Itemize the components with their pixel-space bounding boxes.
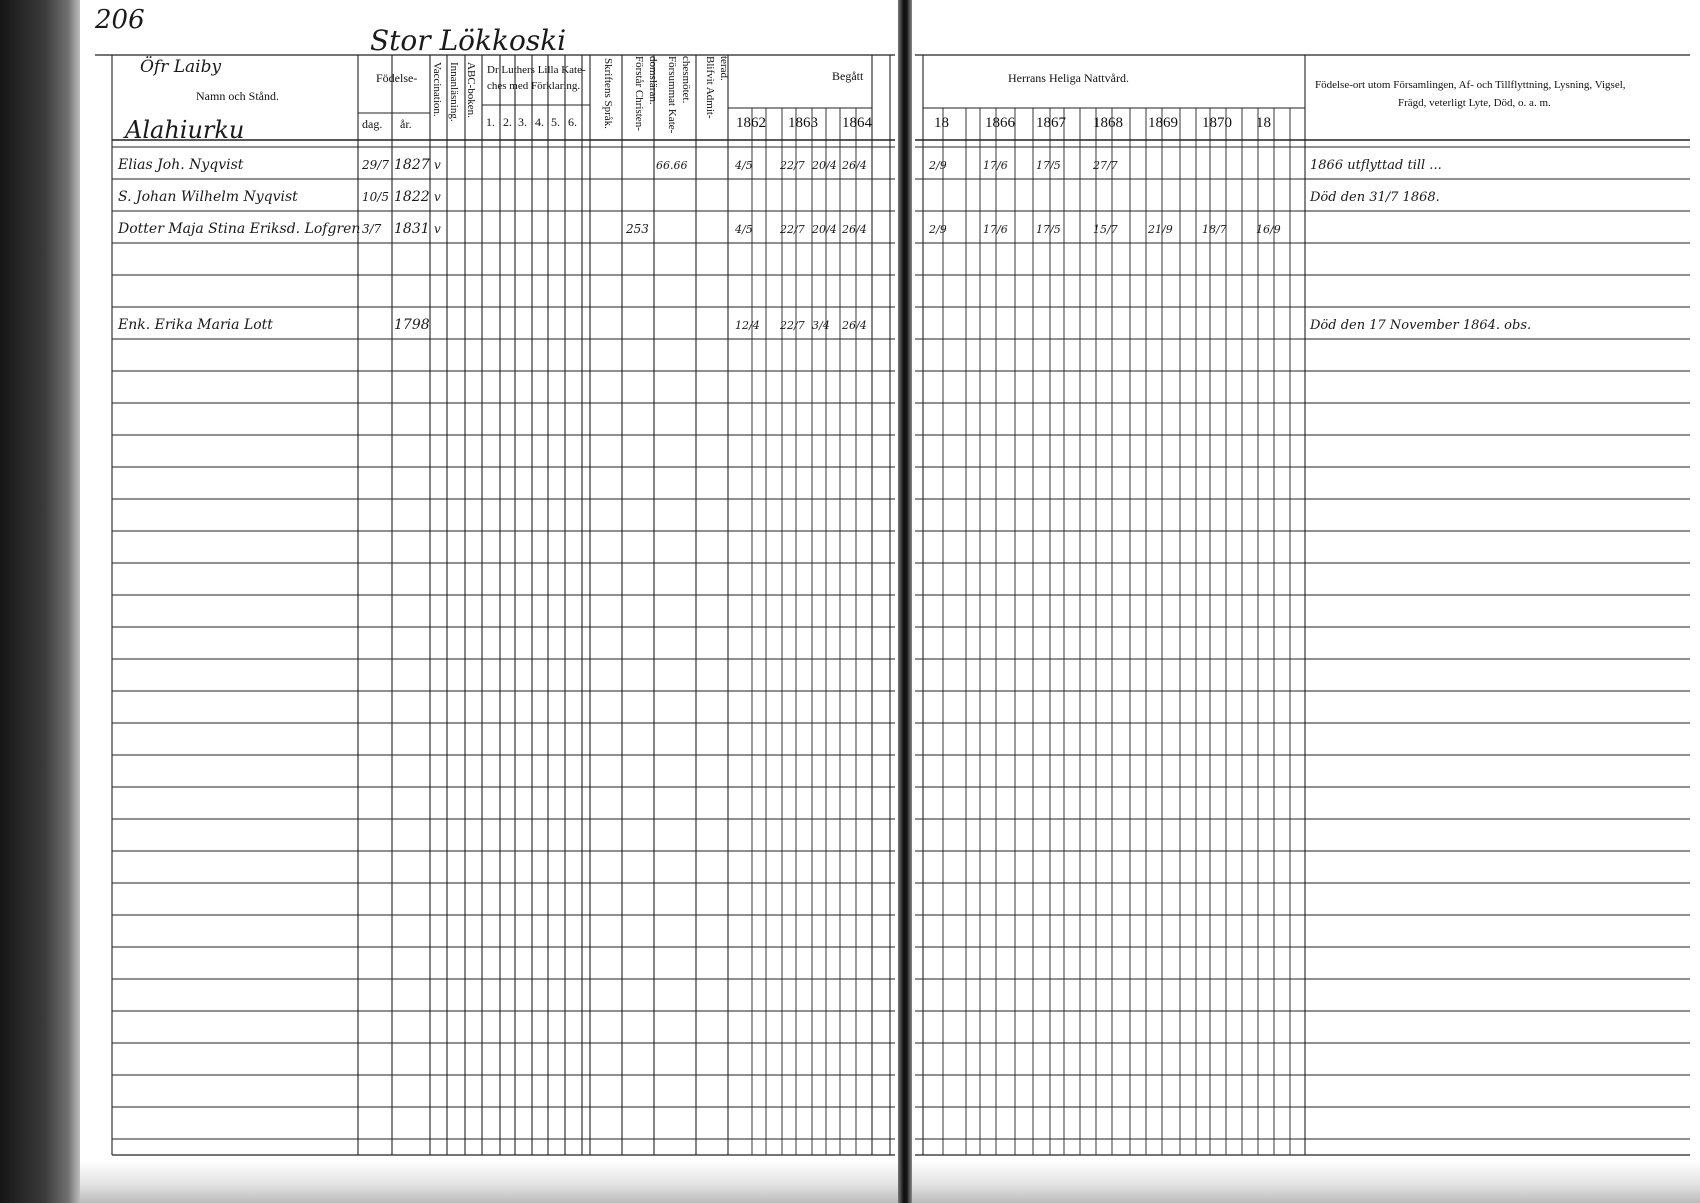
header-begatt: Begått xyxy=(832,69,864,83)
luther-part-2: 2. xyxy=(503,115,512,129)
entry-remark: 1866 utflyttad till ... xyxy=(1310,158,1442,173)
place-title: Stor Lökkoski xyxy=(370,24,567,57)
entry-nattvard-1: 2/9 xyxy=(929,223,947,236)
entry-begatt-2: 22/7 xyxy=(780,319,805,332)
book-gutter xyxy=(898,0,912,1203)
header-nattvard: Herrans Heliga Nattvård. xyxy=(1008,71,1129,85)
entry-nattvard-3: 17/5 xyxy=(1036,223,1061,236)
entry-nattvard-2: 17/6 xyxy=(983,223,1008,236)
entry-row xyxy=(117,317,1531,333)
header-birth-day: dag. xyxy=(362,117,383,131)
entry-begatt-1: 12/4 xyxy=(735,319,760,332)
header-skrift: Skriftens Språk. xyxy=(602,58,614,129)
header-name: Namn och Stånd. xyxy=(196,89,279,103)
entry-row xyxy=(117,157,1442,173)
entry-nattvard-1: 2/9 xyxy=(929,159,947,172)
entry-name: S. Johan Wilhelm Nyqvist xyxy=(118,189,298,205)
entry-birth-year: 1798 xyxy=(394,317,430,333)
year-right-4: 1868 xyxy=(1093,115,1123,131)
header-forsummat-2: chesmötet. xyxy=(680,56,692,104)
entry-birth-year: 1822 xyxy=(394,189,430,205)
entry-nattvard-2: 17/6 xyxy=(983,159,1008,172)
header-birth-year: år. xyxy=(400,117,412,131)
entry-vaccination: v xyxy=(434,190,441,204)
page-number: 206 xyxy=(95,5,145,35)
entry-forsummat: 66.66 xyxy=(656,159,688,172)
year-right-7: 18 xyxy=(1256,115,1271,131)
entry-nattvard-4: 15/7 xyxy=(1093,223,1118,236)
entry-name: Dotter Maja Stina Eriksd. Lofgren xyxy=(118,221,361,237)
entry-birth-day: 10/5 xyxy=(362,190,389,204)
entry-name: Enk. Erika Maria Lott xyxy=(118,317,273,333)
year-left-1: 1862 xyxy=(736,115,766,131)
year-left-2: 1863 xyxy=(788,115,818,131)
year-right-3: 1867 xyxy=(1036,115,1066,131)
entry-begatt-3: 20/4 xyxy=(812,223,837,236)
village-name: Öfr Laiby xyxy=(140,57,222,77)
entry-begatt-3: 3/4 xyxy=(812,319,830,332)
entry-row xyxy=(118,189,1440,205)
header-vaccination: Vaccination. xyxy=(431,62,443,117)
entry-begatt-2: 22/7 xyxy=(780,223,805,236)
entry-vaccination: v xyxy=(434,158,441,172)
luther-part-5: 5. xyxy=(551,115,560,129)
entry-name: Elias Joh. Nyqvist xyxy=(118,157,244,173)
entry-nattvard-7: 16/9 xyxy=(1256,223,1281,236)
entry-begatt-1: 4/5 xyxy=(735,159,753,172)
year-right-2: 1866 xyxy=(985,115,1015,131)
entry-birth-day: 29/7 xyxy=(362,158,389,172)
header-remarks-1: Födelse-ort utom Församlingen, Af- och Tillflyttning, Lysning, Vigsel, xyxy=(1315,79,1626,91)
header-admit-1: Blifvit Admit- xyxy=(704,56,716,119)
entry-forstar: 253 xyxy=(626,222,649,236)
entry-nattvard-6: 18/7 xyxy=(1202,223,1227,236)
header-luther-1: Dr Luthers Lilla Kate- xyxy=(487,64,586,76)
luther-part-3: 3. xyxy=(518,115,527,129)
entry-begatt-4: 26/4 xyxy=(842,223,867,236)
entry-birth-year: 1827 xyxy=(394,157,430,173)
year-right-5: 1869 xyxy=(1148,115,1178,131)
year-left-3: 1864 xyxy=(842,115,872,131)
entry-nattvard-5: 21/9 xyxy=(1148,223,1173,236)
luther-part-4: 4. xyxy=(535,115,544,129)
header-abc: ABC-boken. xyxy=(465,62,477,118)
entry-nattvard-3: 17/5 xyxy=(1036,159,1061,172)
luther-part-6: 6. xyxy=(568,115,577,129)
year-right-1: 18 xyxy=(934,115,949,131)
header-remarks-2: Frägd, veterligt Lyte, Död, o. a. m. xyxy=(1398,97,1551,109)
header-forsummat-1: Försummat Kate- xyxy=(666,56,678,134)
entry-row xyxy=(117,221,1281,237)
header-forstar-2: domsläran. xyxy=(647,56,659,105)
header-admit-2: terad. xyxy=(718,56,730,81)
header-luther-2: ches med Förklaring. xyxy=(487,80,581,92)
entry-begatt-2: 22/7 xyxy=(780,159,805,172)
entry-nattvard-4: 27/7 xyxy=(1093,159,1118,172)
entry-remark: Död den 17 November 1864. obs. xyxy=(1310,318,1532,333)
header-birth: Födelse- xyxy=(376,71,418,85)
entry-begatt-3: 20/4 xyxy=(812,159,837,172)
household-name: Alahiurku xyxy=(125,116,245,144)
entry-birth-year: 1831 xyxy=(394,221,430,237)
luther-part-1: 1. xyxy=(486,115,495,129)
entry-remark: Död den 31/7 1868. xyxy=(1310,190,1440,205)
entry-birth-day: 3/7 xyxy=(362,222,382,236)
entry-begatt-4: 26/4 xyxy=(842,319,867,332)
header-forstar-1: Förstår Christen- xyxy=(633,56,645,131)
entry-vaccination: v xyxy=(434,222,441,236)
header-reading: Innanläsning. xyxy=(448,62,460,122)
entry-begatt-1: 4/5 xyxy=(735,223,753,236)
entry-begatt-4: 26/4 xyxy=(842,159,867,172)
year-right-6: 1870 xyxy=(1202,115,1232,131)
